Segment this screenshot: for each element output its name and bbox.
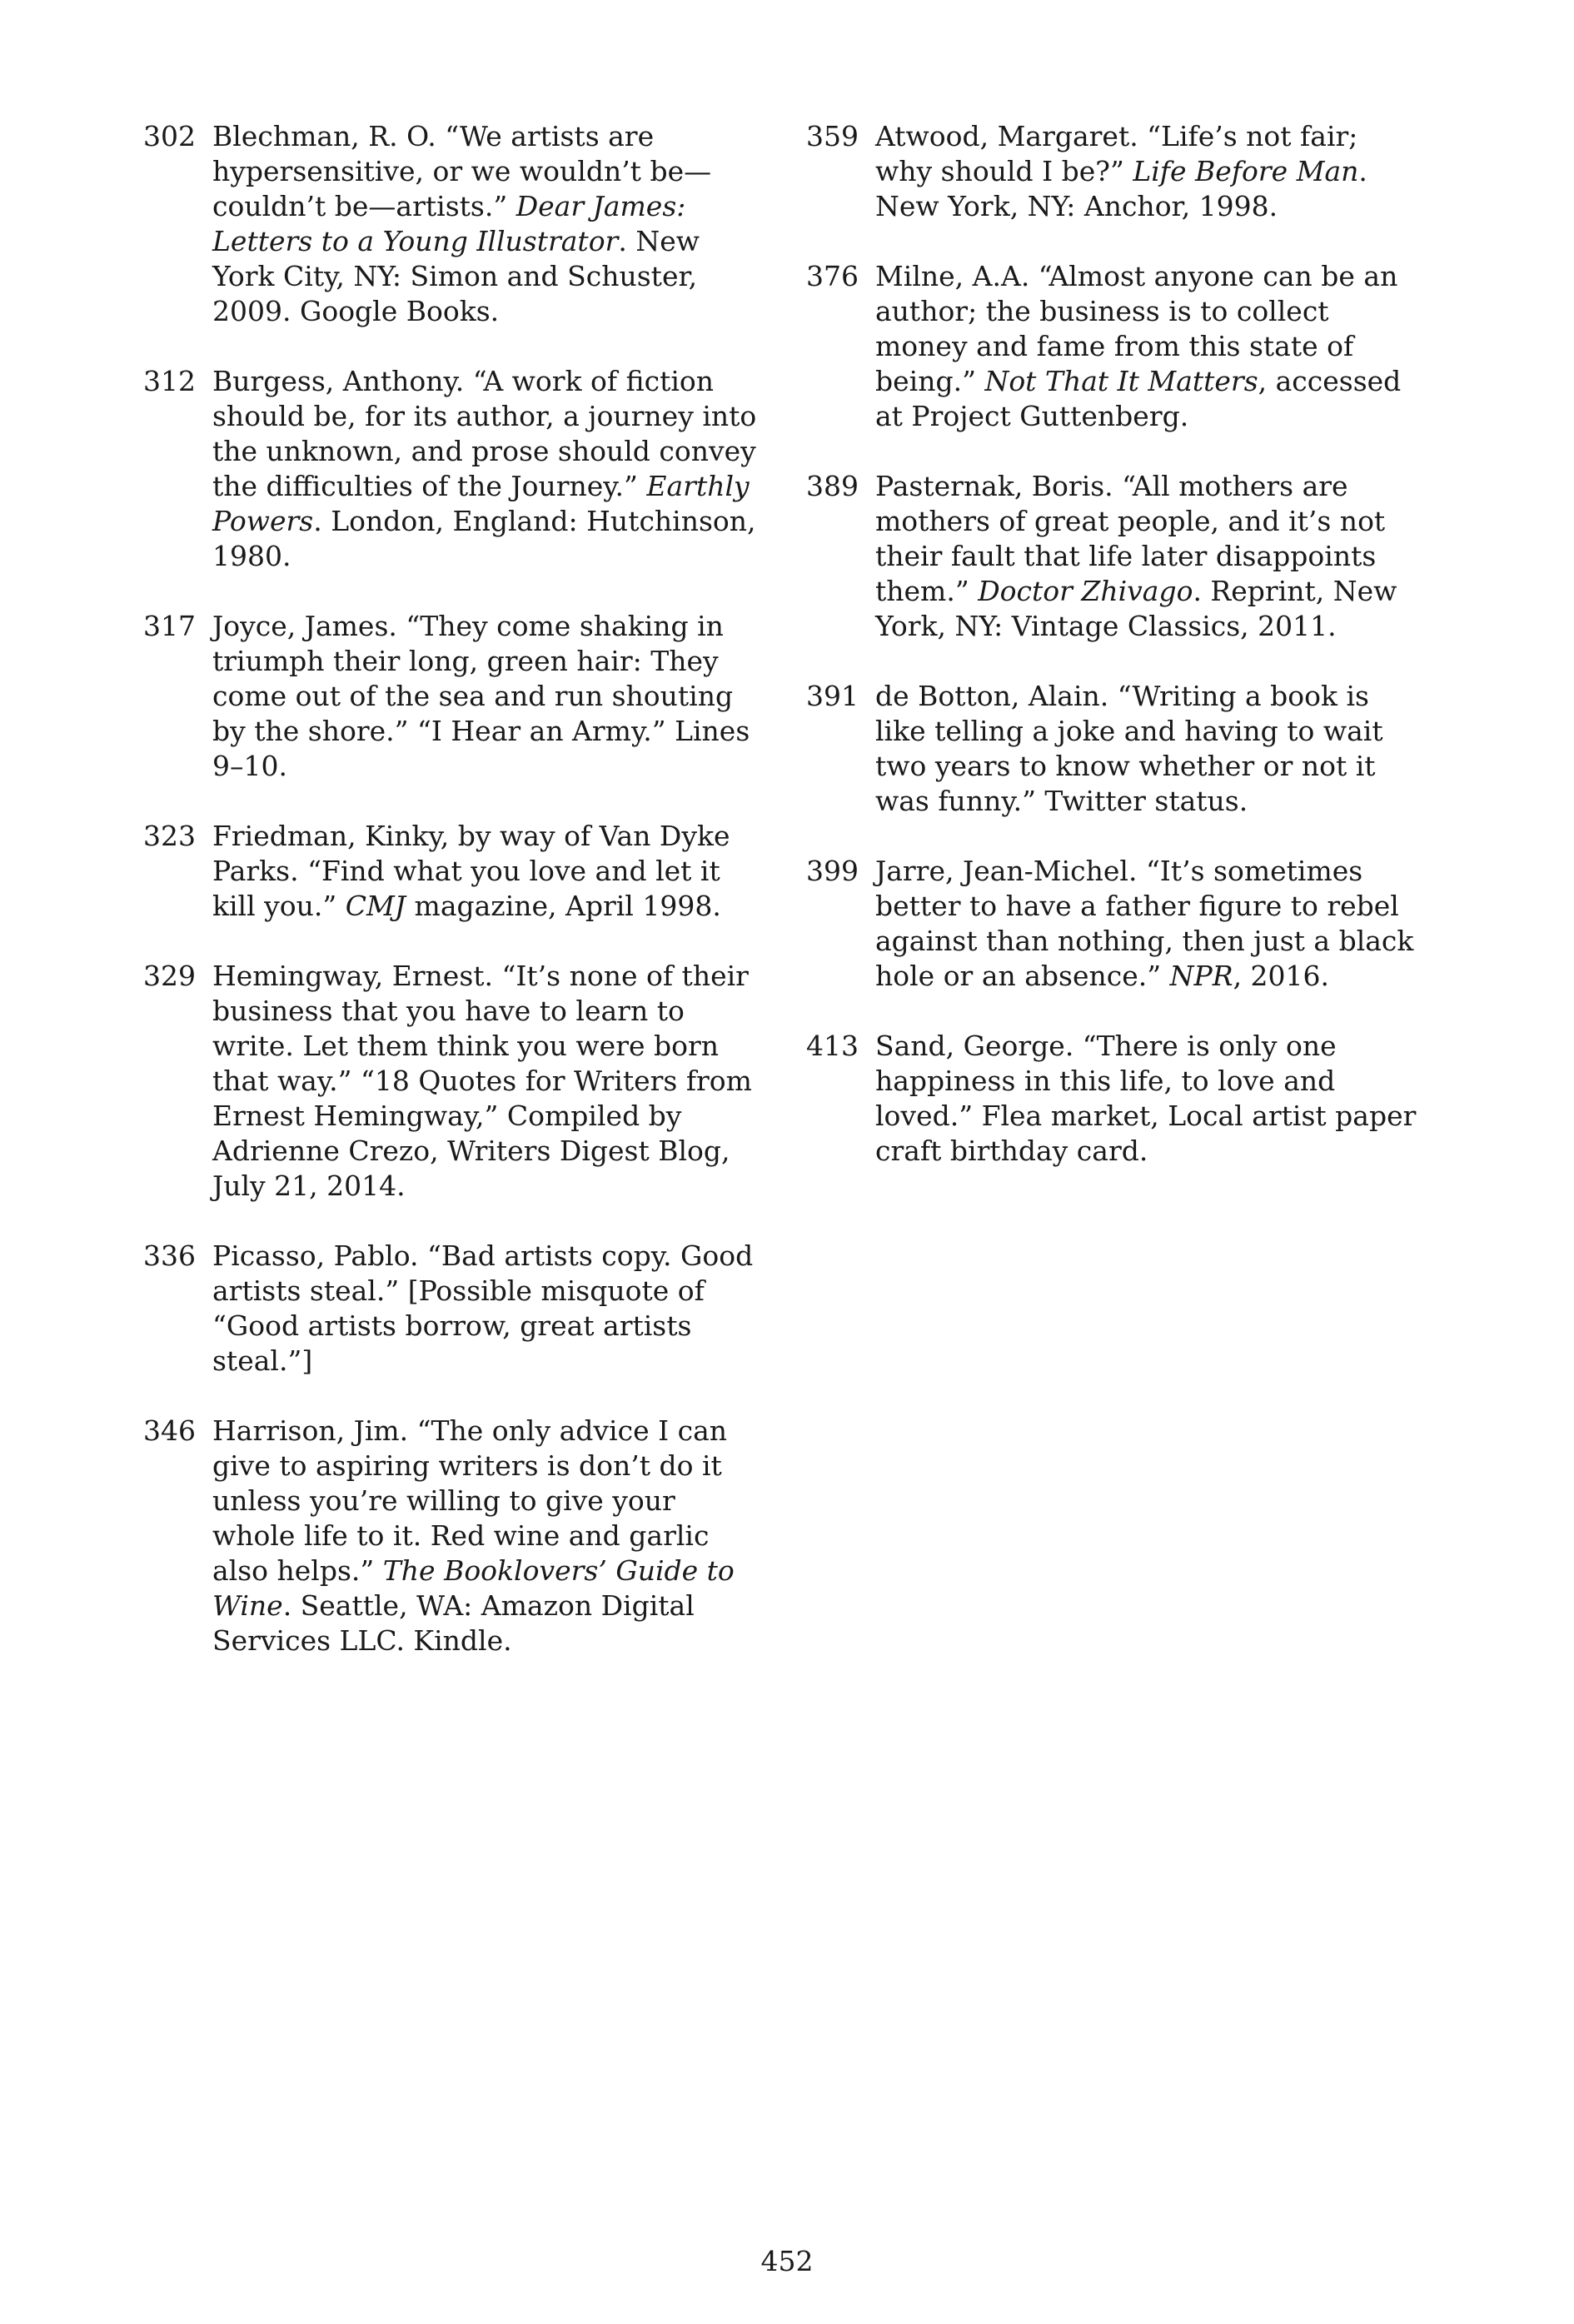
citation-text: . London, England: Hutchinson, 1980. xyxy=(212,505,756,572)
note-citation xyxy=(875,259,1422,434)
note-page-number: 389 xyxy=(806,470,859,502)
note-page-number: 359 xyxy=(806,120,859,152)
citation-text: . New York, NY: Anchor, 1998. xyxy=(875,155,1367,222)
citation-text: . Seattle, WA: Amazon Digital Services LLC. Kindle. xyxy=(212,1589,695,1657)
citation-text: Picasso, Pablo. “Bad artists copy. Good artists steal.” [Possible misquote of “Good artists borrow, great artists steal.”] xyxy=(212,1239,754,1377)
citation-title: NPR xyxy=(1169,960,1233,992)
note-entry xyxy=(143,1414,760,1658)
note-citation xyxy=(875,119,1422,224)
citation-title: Life Before Man xyxy=(1133,155,1359,187)
note-entry xyxy=(143,1239,760,1379)
note-entry xyxy=(806,469,1422,644)
citation-text: Burgess, Anthony. “A work of fiction should be, for its author, a journey into the unknown, and prose should convey the difficulties of the Journey.” xyxy=(212,365,757,502)
note-page-number: 336 xyxy=(143,1239,196,1272)
note-page-number: 413 xyxy=(806,1030,859,1062)
citation-text: Jarre, Jean-Michel. “It’s sometimes better to have a father figure to rebel against than nothing, then just a black hole or an absence.” xyxy=(875,855,1414,992)
citation-text: Pasternak, Boris. “All mothers are mothers of great people, and it’s not their fault that life later disappoints them.” xyxy=(875,470,1386,607)
citation-text: , accessed at Project Guttenberg. xyxy=(875,365,1402,432)
note-page-number: 329 xyxy=(143,960,196,992)
note-entry xyxy=(806,259,1422,434)
note-page-number: 302 xyxy=(143,120,196,152)
citation-text: de Botton, Alain. “Writing a book is like telling a joke and having to wait two years to know whether or not it was funny.” Twitter status. xyxy=(875,680,1383,817)
citation-title: Not That It Matters xyxy=(984,365,1258,397)
notes-column-right xyxy=(806,119,1422,1204)
note-entry xyxy=(806,854,1422,994)
citation-text: Harrison, Jim. “The only advice I can give to aspiring writers is don’t do it unless you’re willing to give your whole life to it. Red wine and garlic also helps.” xyxy=(212,1414,728,1587)
note-page-number: 399 xyxy=(806,855,859,887)
note-page-number: 317 xyxy=(143,610,196,642)
note-citation xyxy=(875,679,1422,819)
note-entry xyxy=(143,959,760,1204)
citation-title: Earthly Powers xyxy=(212,470,750,537)
note-page-number: 312 xyxy=(143,365,196,397)
note-citation xyxy=(212,119,760,329)
note-citation xyxy=(875,469,1422,644)
note-entry xyxy=(806,1029,1422,1169)
citation-title: Dear James: Letters to a Young Illustrator xyxy=(212,190,686,257)
citation-text: Sand, George. “There is only one happiness in this life, to love and loved.” Flea market, Local artist paper craft birthday card. xyxy=(875,1030,1417,1167)
note-page-number: 391 xyxy=(806,680,859,712)
citation-title: CMJ xyxy=(345,890,406,922)
note-citation xyxy=(212,959,760,1204)
citation-title: The Booklovers’ Guide to Wine xyxy=(212,1554,735,1622)
notes-column-left xyxy=(143,119,760,1693)
note-page-number: 376 xyxy=(806,260,859,292)
page-number: 452 xyxy=(760,2245,814,2277)
citation-text: . Reprint, New York, NY: Vintage Classics, 2011. xyxy=(875,575,1397,642)
note-citation xyxy=(212,1239,760,1379)
citation-title: Doctor Zhivago xyxy=(978,575,1193,607)
note-citation xyxy=(212,364,760,574)
note-entry xyxy=(143,819,760,924)
citation-text: , 2016. xyxy=(1233,960,1330,992)
note-citation xyxy=(875,854,1422,994)
note-entry xyxy=(143,119,760,329)
note-citation xyxy=(212,1414,760,1658)
note-entry xyxy=(806,119,1422,224)
note-citation xyxy=(212,819,760,924)
citation-text: Atwood, Margaret. “Life’s not fair; why should I be?” xyxy=(875,120,1358,187)
citation-text: Joyce, James. “They come shaking in triumph their long, green hair: They come out of the sea and run shouting by the shore.” “I Hear an Army.” Lines 9–10. xyxy=(212,610,750,782)
note-entry xyxy=(806,679,1422,819)
citation-text: Milne, A.A. “Almost anyone can be an author; the business is to collect money and fame from this state of being.” xyxy=(875,260,1398,397)
note-page-number: 323 xyxy=(143,820,196,852)
citation-text: Blechman, R. O. “We artists are hypersensitive, or we wouldn’t be—couldn’t be—artists.” xyxy=(212,120,712,222)
note-entry xyxy=(143,609,760,784)
citation-text: magazine, April 1998. xyxy=(406,890,721,922)
note-entry xyxy=(143,364,760,574)
citation-text: Friedman, Kinky, by way of Van Dyke Parks. “Find what you love and let it kill you.” xyxy=(212,820,730,922)
note-page-number: 346 xyxy=(143,1414,196,1447)
citation-text: Hemingway, Ernest. “It’s none of their business that you have to learn to write. Let them think you were born that way.” “18 Quotes for Writers from Ernest Hemingway,” Compiled by Adrienne Crezo, Writers Digest Blog, July 21, 2014. xyxy=(212,960,752,1202)
note-citation xyxy=(875,1029,1422,1169)
citation-text: . New York City, NY: Simon and Schuster, 2009. Google Books. xyxy=(212,225,700,327)
note-citation xyxy=(212,609,760,784)
